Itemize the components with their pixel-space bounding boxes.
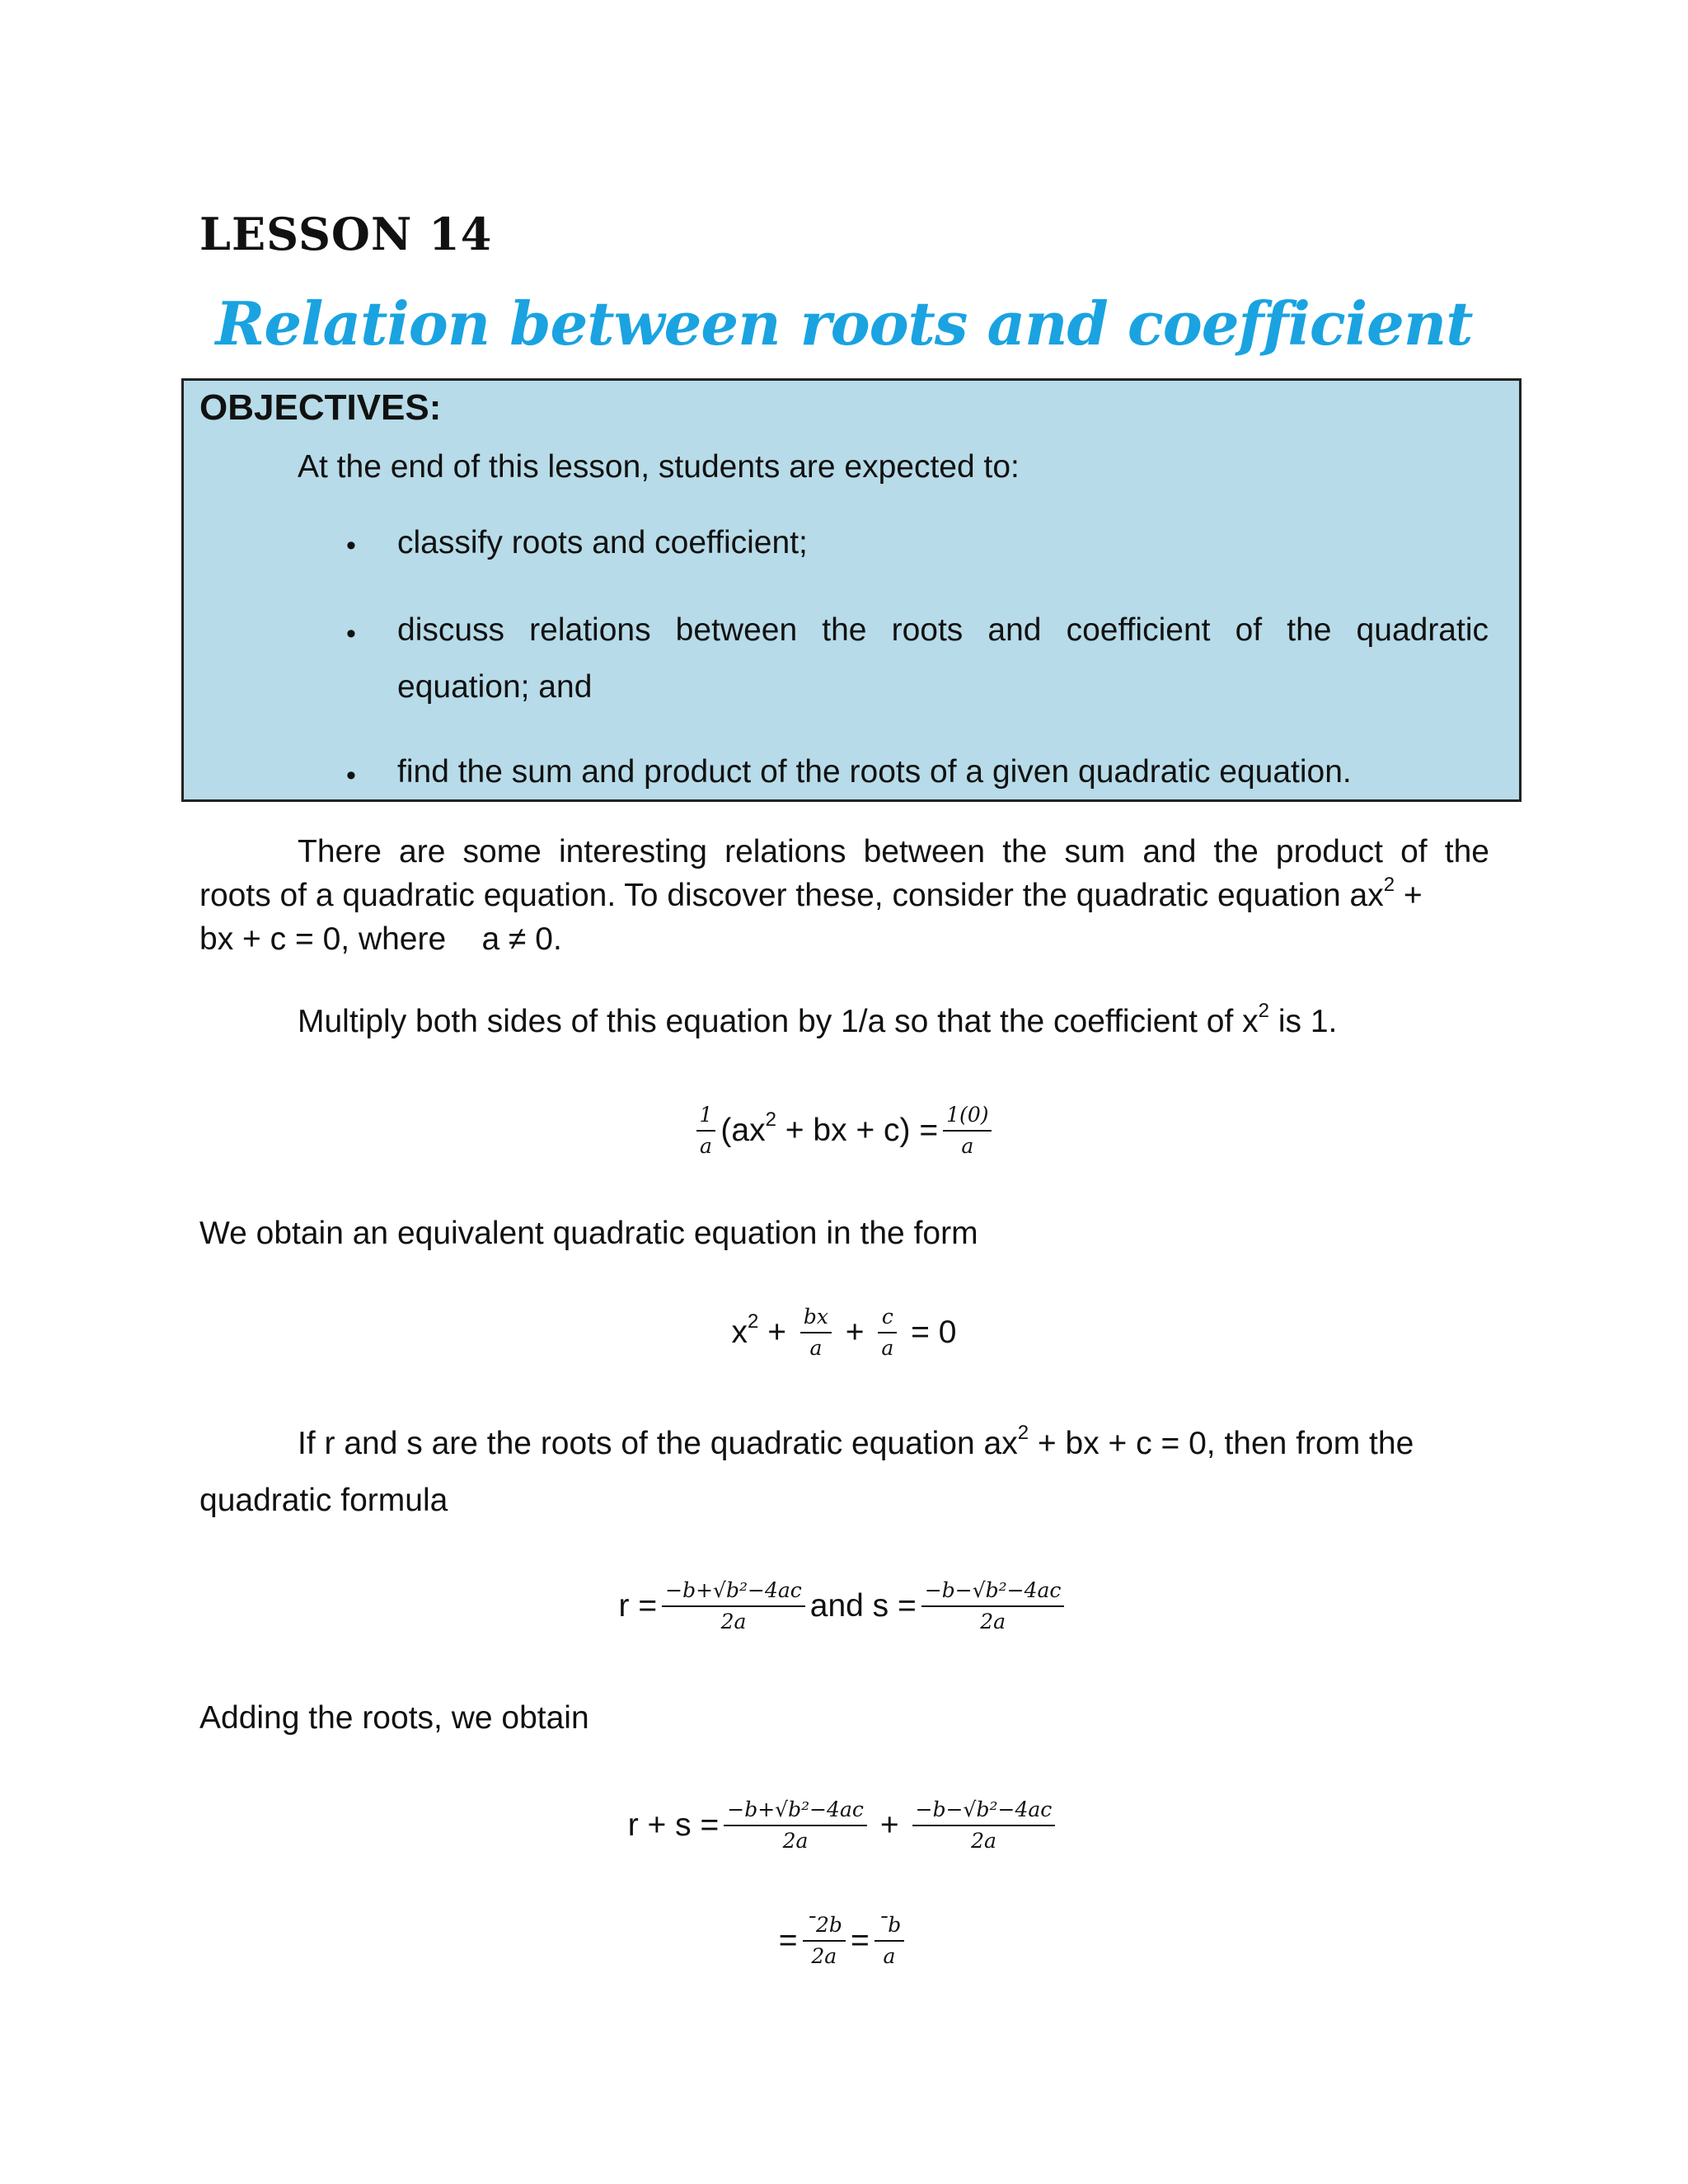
fraction-denominator: a (883, 1944, 896, 1968)
equation-part: = (850, 1923, 870, 1958)
fraction-numerator: 1(0) (943, 1100, 992, 1132)
lesson-label: LESSON 14 (199, 208, 493, 260)
fraction (662, 1576, 805, 1637)
body-paragraph-line: bx + c = 0, where a ≠ 0. (199, 921, 562, 957)
superscript: 2 (1258, 1000, 1269, 1022)
fraction (943, 1100, 992, 1161)
equation-part: $x^2$ (731, 1310, 759, 1350)
fraction-numerator: −b−√b²−4ac (921, 1576, 1065, 1607)
objective-item: discuss relations between the roots and coefficient of the quadratic (397, 612, 1489, 648)
objectives-heading: OBJECTIVES: (199, 387, 442, 428)
equation-2 (0, 1302, 1688, 1363)
fraction (874, 1910, 905, 1971)
fraction-denominator: 2a (811, 1944, 837, 1968)
fraction-numerator: c (878, 1302, 897, 1333)
fraction (921, 1576, 1065, 1637)
fraction-denominator: 2a (980, 1610, 1006, 1633)
equation-5 (0, 1910, 1688, 1971)
equation-4 (0, 1795, 1688, 1856)
body-paragraph-line: There are some interesting relations between the sum and the product of the (298, 834, 1489, 869)
fraction-denominator: a (700, 1134, 712, 1158)
equation-part: + (758, 1315, 795, 1350)
body-paragraph: Adding the roots, we obtain (199, 1700, 589, 1736)
superscript: 2 (765, 1108, 776, 1131)
objectives-intro: At the end of this lesson, students are expected to: (298, 449, 1020, 485)
superscript: 2 (748, 1310, 759, 1333)
equation-part: r = (618, 1588, 658, 1624)
equation-part: + (836, 1315, 874, 1350)
equation-part: + (879, 1807, 899, 1843)
fraction (878, 1302, 897, 1363)
equation-part: = (778, 1923, 798, 1958)
fraction-denominator: a (881, 1336, 894, 1360)
equation-part: r + s = (627, 1807, 720, 1843)
equation-part: and s = (809, 1588, 917, 1624)
superscript: 2 (1383, 874, 1395, 896)
fraction-denominator: a (809, 1336, 823, 1360)
objectives-box (181, 378, 1522, 802)
equation-1 (0, 1094, 1688, 1161)
fraction (800, 1302, 832, 1363)
body-paragraph: Multiply both sides of this equation by 1/a so that the coefficient of $x^2$ is 1. (298, 1000, 1338, 1039)
fraction (696, 1100, 716, 1161)
body-paragraph-line: If r and s are the roots of the quadratic equation $ax^2$ + bx + c = 0, then from the (298, 1422, 1414, 1461)
fraction (724, 1795, 867, 1856)
fraction-denominator: 2a (720, 1610, 747, 1633)
bullet-icon: • (346, 530, 356, 561)
fraction-numerator: −b+√b²−4ac (662, 1576, 805, 1607)
objective-item-continued: equation; and (397, 669, 593, 705)
bullet-icon: • (346, 760, 356, 791)
fraction-denominator: 2a (971, 1829, 996, 1853)
body-paragraph-line: roots of a quadratic equation. To discover these, consider the quadratic equation $ax^2$ + (199, 874, 1423, 913)
objective-item: find the sum and product of the roots of a given quadratic equation. (397, 754, 1352, 790)
fraction-numerator: −b−√b²−4ac (912, 1795, 1056, 1826)
fraction-numerator: −b+√b²−4ac (724, 1795, 867, 1826)
fraction-denominator: a (961, 1134, 974, 1158)
equation-3 (0, 1576, 1688, 1637)
fraction-numerator: ¯b (874, 1910, 905, 1942)
fraction-numerator: 1 (696, 1100, 716, 1132)
fraction-numerator: ¯2b (803, 1910, 846, 1942)
bullet-icon: • (346, 618, 356, 649)
equation-part: = 0 (902, 1315, 957, 1350)
body-paragraph: We obtain an equivalent quadratic equation in the form (199, 1216, 978, 1251)
equation-part: ($ax^2$ + bx + c) = (720, 1108, 939, 1148)
lesson-title: Relation between roots and coefficient (215, 288, 1473, 359)
body-paragraph-line: quadratic formula (199, 1483, 448, 1518)
superscript: 2 (1017, 1422, 1029, 1444)
fraction-denominator: 2a (782, 1829, 809, 1853)
fraction (912, 1795, 1056, 1856)
objective-item: classify roots and coefficient; (397, 525, 808, 560)
fraction-numerator: bx (800, 1302, 832, 1333)
fraction (803, 1910, 846, 1971)
